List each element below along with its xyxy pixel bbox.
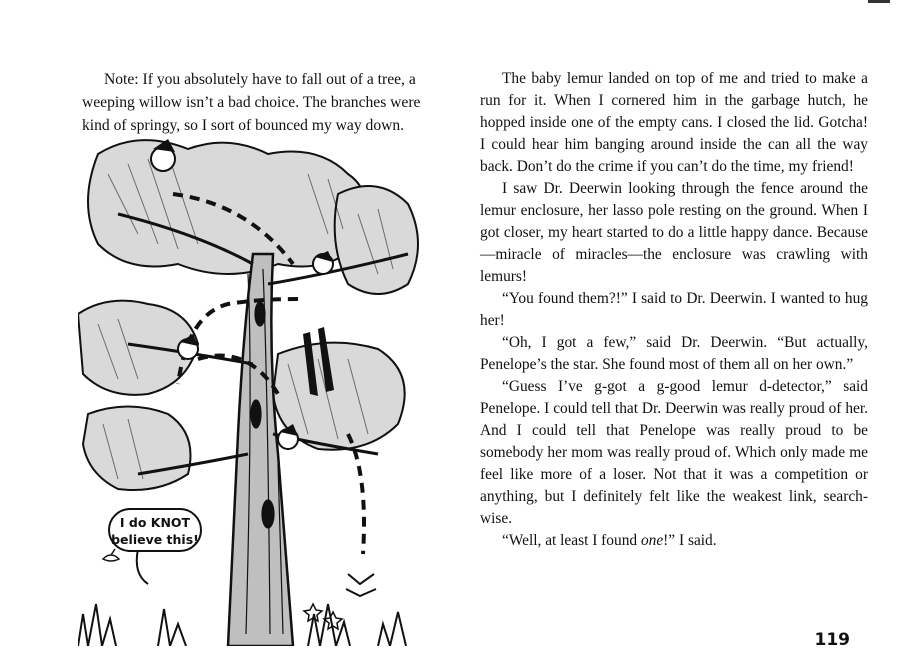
page-number: 119 xyxy=(814,630,850,650)
story-text xyxy=(480,68,868,552)
paragraph-lemur-detector: “Guess I’ve g-got a g-good lemur d-detector,” said Penelope. I could tell that Dr. Deerwin was really proud of her. And I could tell that Penelope was really proud to be somebody her mom was really proud of. Which only made me feel like more of a loser. Not that it was a competition or anything, but I definitely felt like the weakest link, search-wise. xyxy=(480,378,868,527)
paragraph-lemur-landed: The baby lemur landed on top of me and tried to make a run for it. When I cornered him in the garbage hutch, he hopped inside one of the empty cans. I closed the lid. Gotcha! I could hear him banging around inside the can all the way back. Don’t do the crime if you can’t do the time, my friend! xyxy=(480,70,868,175)
found-one-start: “Well, at least I found xyxy=(502,532,641,549)
paragraph-you-found-them: “You found them?!” I said to Dr. Deerwin. I wanted to hug her! xyxy=(480,290,868,329)
speech-bubble-line-1: I do KNOT xyxy=(119,515,191,530)
speech-bubble-line-2: believe this! xyxy=(111,532,199,547)
paragraph-got-a-few: “Oh, I got a few,” said Dr. Deerwin. “But actually, Penelope’s the star. She found most of them all on her own.” xyxy=(480,334,868,373)
found-one-emphasis: one xyxy=(640,532,664,549)
corner-mark xyxy=(868,0,890,3)
right-page xyxy=(450,0,900,669)
willow-note: Note: If you absolutely have to fall out of a tree, a weeping willow isn’t a bad choice. The branches were kind of springy, so I sort of bounced my way down. xyxy=(82,71,421,134)
illustration-drawing xyxy=(78,134,450,646)
found-one-end: !” I said. xyxy=(663,532,717,549)
paragraph-found-one xyxy=(480,530,868,552)
paragraph-dr-deerwin-fence: I saw Dr. Deerwin looking through the fence around the lemur enclosure, her lasso pole resting on the ground. When I got closer, my heart started to do a little happy dance. Because—miracle of miracles—the enclosure was crawling with lemurs! xyxy=(480,180,868,285)
tree-fall-illustration xyxy=(78,134,450,646)
speech-bubble xyxy=(108,508,202,552)
